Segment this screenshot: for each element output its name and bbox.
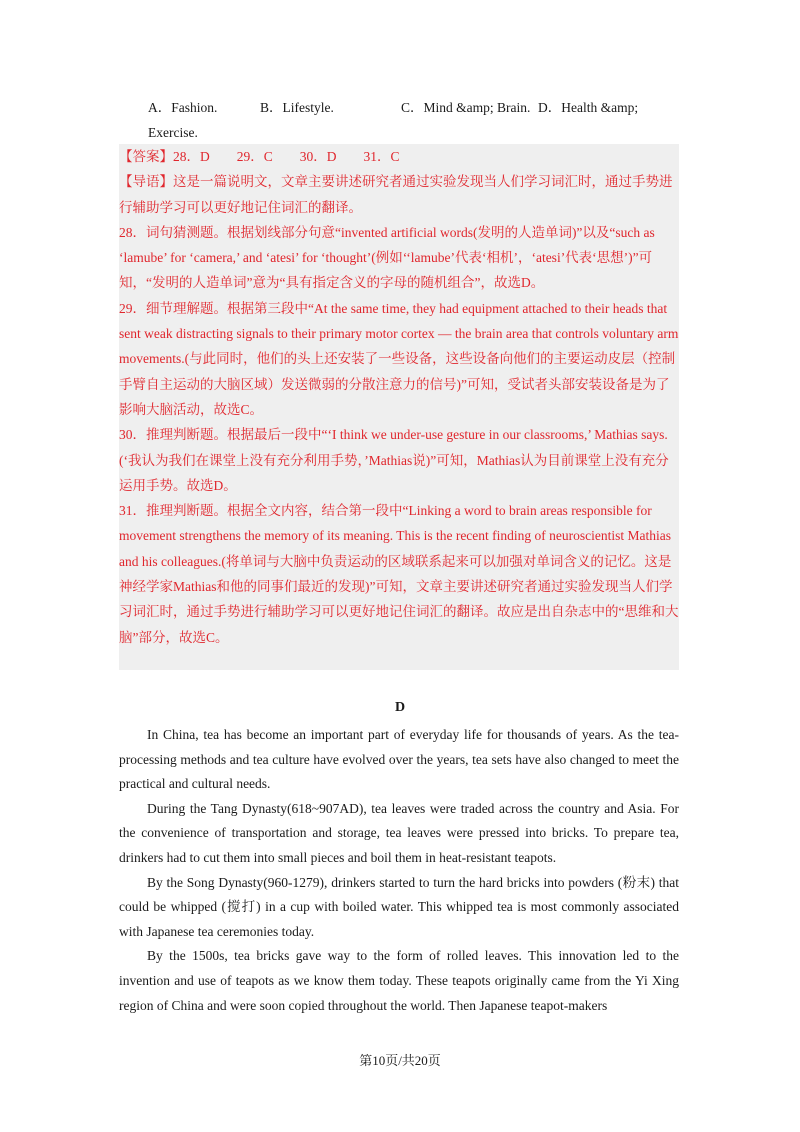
option-d-continued: Exercise. — [148, 125, 198, 140]
reading-passage — [119, 723, 679, 1018]
option-a: A．Fashion. — [148, 100, 218, 115]
explanation-30: 30．推理判断题。根据最后一段中“‘I think we under-use gesture in our classrooms,’ Mathias says.(‘我认为我们在课堂上没有充分利用手势，’Mathias说)”可知，Mathias认为目前课堂上没有充分运用手势。故选D。 — [119, 427, 669, 493]
passage-paragraph: By the 1500s, tea bricks gave way to the form of rolled leaves. This innovation led to the invention and use of teapots as we know them today. These teapots originally came from the Yi Xing region of China and were soon copied throughout the world. Then Japanese teapot-makers — [119, 948, 679, 1013]
page-number: 第10页/共20页 — [359, 1053, 441, 1068]
option-d: D．Health &amp; — [538, 100, 639, 115]
explanation-29: 29．细节理解题。根据第三段中“At the same time, they had equipment attached to their heads that sent weak distracting signals to their primary motor cortex — the brain area that controls voluntary arm movements.(与此同时，他们的头上还安装了一些设备，这些设备向他们的主要运动皮层（控制手臂自主运动的大脑区域）发送微弱的分散注意力的信号)”可知，受试者头部安装设备是为了影响大脑活动，故选C。 — [119, 300, 679, 417]
section-heading: D — [394, 700, 406, 715]
passage-guide: 【导语】这是一篇说明文，文章主要讲述研究者通过实验发现当人们学习词汇时，通过手势进行辅助学习可以更好地记住词汇的翻译。 — [119, 174, 673, 215]
option-c: C．Mind &amp; Brain. — [401, 100, 531, 115]
passage-paragraph: By the Song Dynasty(960-1279), drinkers started to turn the hard bricks into powders (粉末) that could be whipped (搅打) in a cup with boiled water. This whipped tea is most commonly associated with Japanese tea ceremonies today. — [119, 874, 679, 939]
answer-key: 【答案】28．D 29．C 30．D 31．C — [119, 149, 400, 164]
explanation-31: 31．推理判断题。根据全文内容，结合第一段中“Linking a word to brain areas responsible for movement strengthens the memory of its meaning. This is the recent finding of neuroscientist Mathias and his colleagues.(将单词与大脑中负责运动的区域联系起来可以加强对单词含义的记忆。这是神经学家Mathias和他的同事们最近的发现)”可知，文章主要讲述研究者通过实验发现当人们学习词汇时，通过手势进行辅助学习可以更好地记住词汇的翻译。故应是出自杂志中的“思维和大脑”部分，故选C。 — [119, 503, 679, 645]
explanation-28: 28．词句猜测题。根据划线部分句意“invented artificial words(发明的人造单词)”以及“such as ‘lamube’ for ‘camera,’ and ‘atesi’ for ‘thought’(例如‘‘lamube’代表‘相机’，‘atesi’代表‘思想’)”可知，“发明的人造单词”意为“具有指定含义的字母的随机组合”，故选D。 — [119, 224, 655, 291]
passage-paragraph: In China, tea has become an important part of everyday life for thousands of years. As the tea-processing methods and tea culture have evolved over the years, tea sets have also changed to meet the practical and cultural needs. — [119, 727, 679, 792]
option-b: B．Lifestyle. — [260, 100, 334, 115]
passage-paragraph: During the Tang Dynasty(618~907AD), tea leaves were traded across the country and Asia. For the convenience of transportation and storage, tea leaves were pressed into bricks. To prepare tea, drinkers had to cut them into small pieces and boil them in heat-resistant teapots. — [119, 800, 679, 865]
answer-options — [148, 95, 688, 145]
answer-explanation-block — [119, 144, 679, 670]
